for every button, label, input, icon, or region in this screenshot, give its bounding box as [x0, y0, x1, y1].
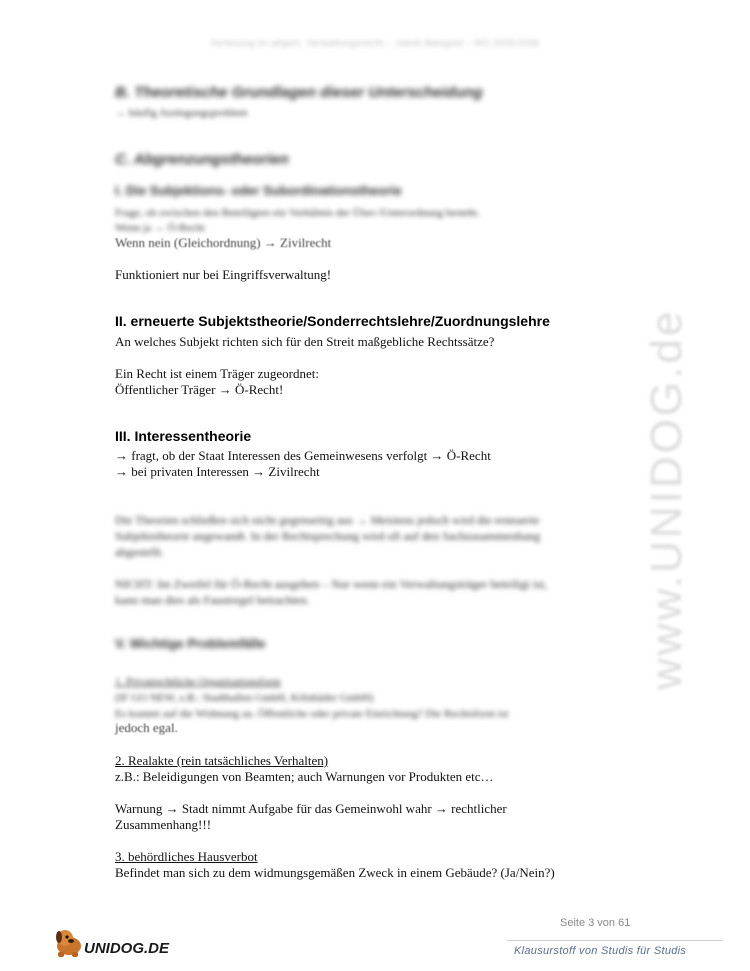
text-ii-3: Öffentlicher Träger → Ö-Recht!: [115, 382, 284, 397]
text-iv-p2-1: NICHT: Im Zweifel für Ö-Recht ausgehen – Nur wenn ein Verwaltungsträger beteiligt ist,: [115, 577, 548, 591]
text-ii-1: An welches Subjekt richten sich für den Streit maßgebliche Rechtssätze?: [115, 334, 495, 349]
running-header: Vorlesung im allgem. Verwaltungsrecht – Jakob Mangold – WS 2005/2006: [210, 38, 540, 48]
heading-c: C. Abgrenzungstheorien: [115, 151, 289, 168]
text-iii-1: → fragt, ob der Staat Interessen des Gemeinwesens verfolgt → Ö-Recht: [115, 448, 491, 463]
title-v1: 1. Privatrechtliche Organisationsform: [115, 676, 281, 688]
text-i-1: Frage, ob zwischen den Beteiligten ein Verhältnis der Über-/Unterordnung besteht.: [115, 207, 480, 219]
watermark: www.UNIDOG.de: [642, 308, 691, 690]
text-v2-3: Zusammenhang!!!: [115, 817, 212, 832]
logo-text: UNIDOG.DE: [84, 940, 170, 957]
heading-ii: II. erneuerte Subjektstheorie/Sonderrechtslehre/Zuordnungslehre: [115, 313, 550, 329]
text-i-4: Funktioniert nur bei Eingriffsverwaltung!: [115, 267, 332, 282]
text-iv-p1-2: Subjektstheorie angewandt. In der Rechtsprechung wird oft auf den Sachzusammenhang: [115, 529, 541, 543]
text-i-2: Wenn ja → Ö-Recht: [115, 222, 205, 234]
text-v3-1: Befindet man sich zu dem widmungsgemäßen Zweck in einem Gebäude? (Ja/Nein?): [115, 865, 555, 880]
dog-logo-icon: [52, 926, 86, 958]
text-iv-p1-1: Die Theorien schließen sich nicht gegenseitig aus → Meistens jedoch wird die erneuerte: [115, 513, 540, 527]
text-v1-2: Es kommt auf die Widmung an. Öffentliche oder private Einrichtung? Die Rechtsform ist: [115, 708, 509, 720]
heading-b-sub: → häufig Auslegungsproblem: [115, 107, 248, 119]
page-number: Seite 3 von 61: [560, 917, 631, 929]
text-iv-p2-2: kann man dies als Faustregel betrachten.: [115, 593, 310, 607]
heading-v: V. Wichtige Problemfälle: [115, 636, 266, 651]
heading-iii: III. Interessentheorie: [115, 428, 252, 444]
heading-b: B. Theoretische Grundlagen dieser Unterscheidung: [115, 84, 483, 101]
text-v1-3: jedoch egal.: [115, 720, 178, 735]
footer-tagline: Klausurstoff von Studis für Studis: [514, 945, 687, 957]
title-v2: 2. Realakte (rein tatsächliches Verhalten): [115, 753, 329, 768]
text-v2-2: Warnung → Stadt nimmt Aufgabe für das Gemeinwohl wahr → rechtlicher: [115, 801, 507, 816]
text-v1-1: (IF GO NEW, z.B.: Stadthallen GmbH, Kölnbäder GmbH): [115, 692, 374, 704]
text-iii-2: → bei privaten Interessen → Zivilrecht: [115, 464, 320, 479]
title-v3: 3. behördliches Hausverbot: [115, 849, 258, 864]
heading-i: I. Die Subjektions- oder Subordinationstheorie: [115, 183, 402, 198]
text-ii-2: Ein Recht ist einem Träger zugeordnet:: [115, 366, 319, 381]
footer-divider: [507, 940, 723, 941]
text-i-3: Wenn nein (Gleichordnung) → Zivilrecht: [115, 235, 332, 250]
text-iv-p1-3: abgestellt.: [115, 545, 164, 559]
text-v2-1: z.B.: Beleidigungen von Beamten; auch Warnungen vor Produkten etc…: [115, 769, 494, 784]
